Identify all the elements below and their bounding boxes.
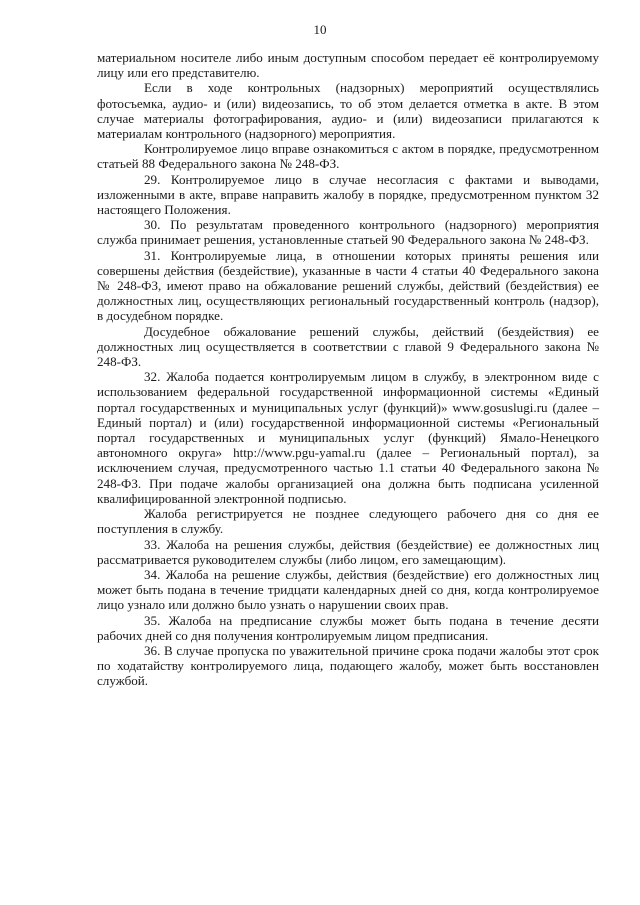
paragraph-item-31: 31. Контролируемые лица, в отношении которых приняты решения или совершены действия (бездействие), указанные в части 4 статьи 40 Федерального закона № 248-ФЗ, имеют право на обжалование решений службы, действий (бездействия) ее должностных лиц, осуществляющих региональный государственный контроль (надзор), в досудебном порядке. <box>97 247 599 324</box>
page-number: 10 <box>313 22 327 37</box>
paragraph-item-35: 35. Жалоба на предписание службы может быть подана в течение десяти рабочих дней со дня получения контролируемым лицом предписания. <box>97 612 599 643</box>
paragraph-continuation: материальном носителе либо иным доступным способом передает её контролируемому лицу или его представителю. <box>97 50 599 81</box>
paragraph-item-30: 30. По результатам проведенного контрольного (надзорного) мероприятия служба принимает решения, установленные статьей 90 Федерального закона № 248-ФЗ. <box>97 217 599 248</box>
paragraph-act-familiarization: Контролируемое лицо вправе ознакомиться с актом в порядке, предусмотренном статьей 88 Федерального закона № 248-ФЗ. <box>97 141 599 172</box>
paragraph-item-33: 33. Жалоба на решения службы, действия (бездействие) ее должностных лиц рассматривается руководителем службы (либо лицом, его замещающим). <box>97 536 599 567</box>
paragraph-item-29: 29. Контролируемое лицо в случае несогласия с фактами и выводами, изложенными в акте, вправе направить жалобу в порядке, предусмотренном пунктом 32 настоящего Положения. <box>97 171 599 218</box>
paragraph-item-32: 32. Жалоба подается контролируемым лицом в службу, в электронном виде с использованием федеральной государственной информационной системы «Единый портал государственных и муниципальных услуг (функций)» www.gosuslugi.ru (далее – Единый портал) и (или) государственной информационной системы «Региональный портал государственных и муниципальных услуг (функций) Ямало-Ненецкого автономного округа» http://www.pgu-yamal.ru (далее – Региональный портал), за исключением случая, предусмотренного частью 1.1 статьи 40 Федерального закона № 248-ФЗ. При подаче жалобы организацией она должна быть подписана усиленной квалифицированной электронной подписью. <box>97 369 599 506</box>
paragraph-item-34: 34. Жалоба на решение службы, действия (бездействие) его должностных лиц может быть подана в течение тридцати календарных дней со дня, когда контролируемое лицо узнало или должно было узнать о нарушении своих прав. <box>97 566 599 613</box>
paragraph-photo-video-recording: Если в ходе контрольных (надзорных) мероприятий осуществлялись фотосъемка, аудио- и (или) видеозапись, то об этом делается отметка в акте. В этом случае материалы фотографирования, аудио- и (или) видеозаписи прилагаются к материалам контрольного (надзорного) мероприятия. <box>97 80 599 142</box>
paragraph-complaint-registration: Жалоба регистрируется не позднее следующего рабочего дня со дня ее поступления в службу. <box>97 506 599 537</box>
paragraph-pretrial-appeal: Досудебное обжалование решений службы, действий (бездействия) ее должностных лиц осуществляется в соответствии с главой 9 Федерального закона № 248-ФЗ. <box>97 323 599 370</box>
document-body <box>97 50 599 689</box>
paragraph-item-36: 36. В случае пропуска по уважительной причине срока подачи жалобы этот срок по ходатайству контролируемого лица, подающего жалобу, может быть восстановлен службой. <box>97 642 599 689</box>
